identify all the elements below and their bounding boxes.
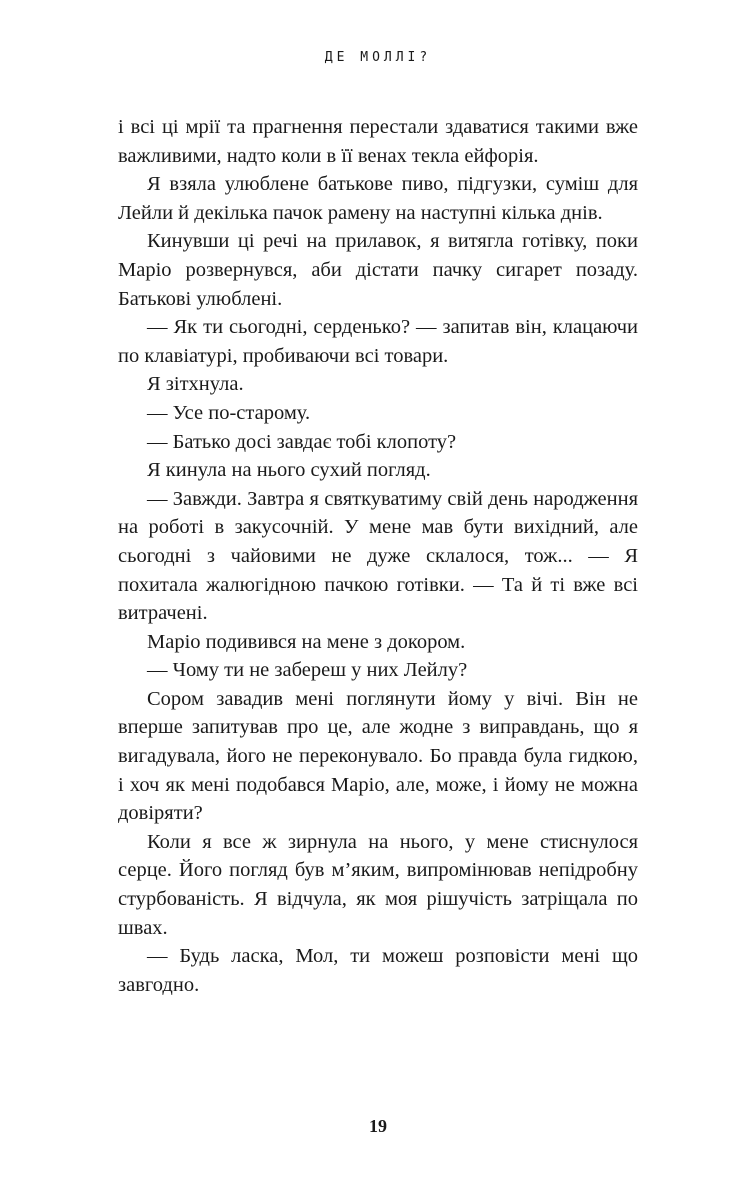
body-text — [118, 113, 638, 999]
paragraph: — Будь ласка, Мол, ти можеш розповісти мені що завгодно. — [118, 945, 638, 996]
paragraph: — Завжди. Завтра я святкуватиму свій день народження на роботі в закусочній. У мене мав бути вихідний, але сьогодні з чайовими не дуже склалося, тож... — Я похитала жалюгідною пачкою готівки. — Та й ті вже всі витрачені. — [118, 487, 638, 625]
paragraph: Коли я все ж зирнула на нього, у мене стиснулося серце. Його погляд був м’яким, випромінював непідробну стурбованість. Я відчула, як моя рішучість затріщала по швах. — [118, 830, 638, 939]
paragraph: Я взяла улюблене батькове пиво, підгузки, суміш для Лейли й декілька пачок рамену на наступні кілька днів. — [118, 173, 638, 224]
paragraph: — Чому ти не забереш у них Лейлу? — [147, 659, 468, 682]
running-head: ДЕ МОЛЛІ? — [324, 50, 432, 65]
paragraph: і всі ці мрії та прагнення перестали здаватися такими вже важливими, надто коли в її венах текла ейфорія. — [118, 116, 638, 167]
paragraph: Я зітхнула. — [147, 373, 244, 396]
paragraph: — Як ти сьогодні, серденько? — запитав він, клацаючи по клавіатурі, пробиваючи всі товари. — [118, 316, 638, 367]
paragraph: — Батько досі завдає тобі клопоту? — [147, 430, 457, 453]
paragraph: Я кинула на нього сухий погляд. — [147, 459, 431, 482]
paragraph: — Усе по-старому. — [147, 401, 311, 424]
paragraph: Сором завадив мені поглянути йому у вічі. Він не вперше запитував про це, але жодне з виправдань, що я вигадувала, його не переконувало. Бо правда була гидкою, і хоч як мені подобався Маріо, але, може, і йому не можна довіряти? — [118, 687, 638, 825]
page-number: 19 — [369, 1116, 387, 1136]
paragraph: Маріо подивився на мене з докором. — [147, 630, 466, 653]
paragraph: Кинувши ці речі на прилавок, я витягла готівку, поки Маріо розвернувся, аби дістати пачку сигарет позаду. Батькові улюблені. — [118, 230, 638, 310]
